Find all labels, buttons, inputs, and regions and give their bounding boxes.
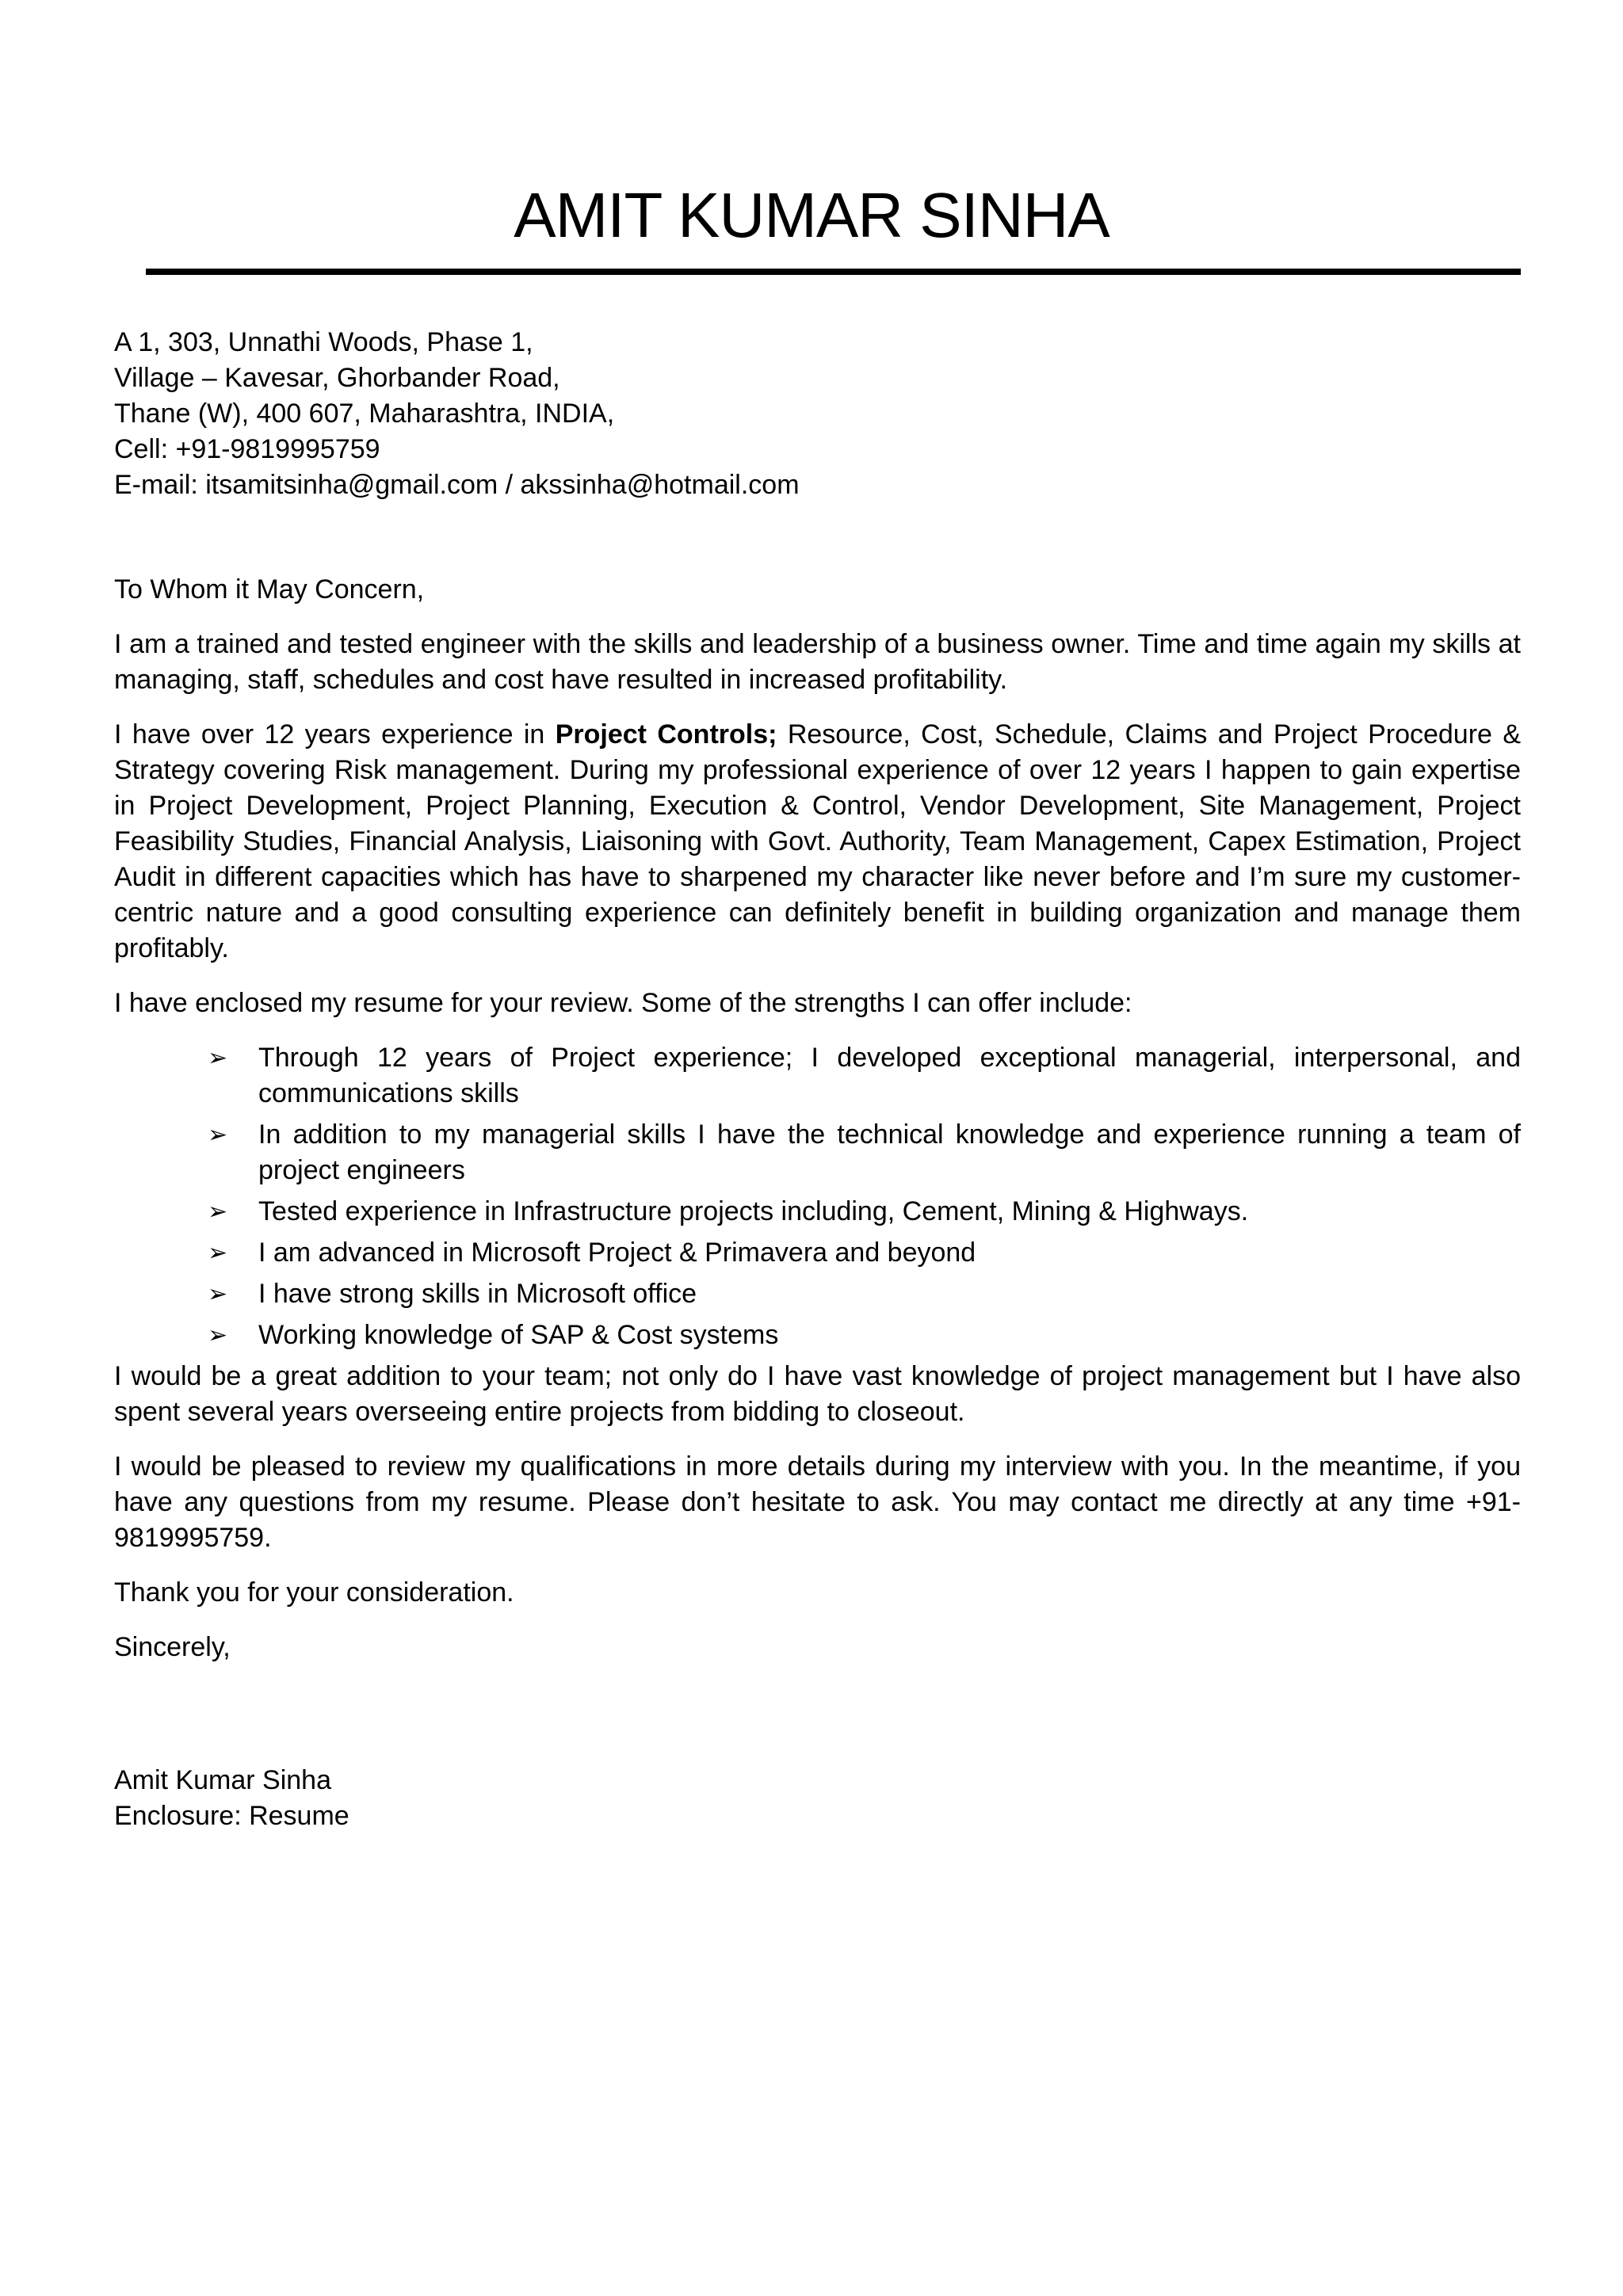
list-item xyxy=(208,1235,1521,1271)
signature-block xyxy=(114,1763,1521,1834)
arrow-bullet-icon: ➢ xyxy=(208,1281,228,1307)
signature-name: Amit Kumar Sinha xyxy=(114,1765,331,1795)
paragraph-experience xyxy=(114,717,1521,967)
list-item-text: Tested experience in Infrastructure projects including, Cement, Mining & Highways. xyxy=(258,1196,1249,1226)
list-item-text: Through 12 years of Project experience; I developed exceptional managerial, interpersonal, and communications skills xyxy=(258,1043,1521,1108)
title-divider xyxy=(146,269,1521,275)
paragraph-strengths-intro: I have enclosed my resume for your review. Some of the strengths I can offer include: xyxy=(114,988,1132,1018)
list-item xyxy=(208,1276,1521,1312)
enclosure-note: Enclosure: Resume xyxy=(114,1801,349,1831)
email-addresses: E-mail: itsamitsinha@gmail.com / akssinha@hotmail.com xyxy=(114,470,800,500)
cell-number: Cell: +91-9819995759 xyxy=(114,434,380,464)
experience-prefix: I have over 12 years experience in xyxy=(114,719,556,749)
salutation: To Whom it May Concern, xyxy=(114,574,425,605)
list-item-text: Working knowledge of SAP & Cost systems xyxy=(258,1320,779,1350)
list-item xyxy=(208,1040,1521,1112)
address-block xyxy=(114,325,1521,503)
page-title: AMIT KUMAR SINHA xyxy=(514,180,1109,250)
list-item-text: I have strong skills in Microsoft office xyxy=(258,1279,697,1309)
experience-rest: Resource, Cost, Schedule, Claims and Project Procedure & Strategy covering Risk management. During my professional experience of over 12 years I happen to gain expertise in Project Development, Project Planning, Execution & Control, Vendor Development, Site Management, Project Feasibility Studies, Financial Analysis, Liaisoning with Govt. Authority, Team Management, Capex Estimation, Project Audit in different capacities which has have to sharpened my character like never before and I’m sure my customer-centric nature and a good consulting experience can definitely benefit in building organization and manage them profitably. xyxy=(114,719,1521,963)
address-line-3: Thane (W), 400 607, Maharashtra, INDIA, xyxy=(114,399,615,429)
arrow-bullet-icon: ➢ xyxy=(208,1045,228,1071)
list-item-text: In addition to my managerial skills I have the technical knowledge and experience running a team of project engineers xyxy=(258,1119,1521,1185)
paragraph-intro: I am a trained and tested engineer with the skills and leadership of a business owner. Time and time again my skills at managing, staff, schedules and cost have resulted in increased profitability. xyxy=(114,629,1521,695)
arrow-bullet-icon: ➢ xyxy=(208,1322,228,1348)
experience-bold-highlight: Project Controls; xyxy=(555,719,777,749)
list-item xyxy=(208,1318,1521,1353)
list-item-text: I am advanced in Microsoft Project & Primavera and beyond xyxy=(258,1238,976,1268)
paragraph-contact: I would be pleased to review my qualifications in more details during my interview with you. In the meantime, if you have any questions from my resume. Please don’t hesitate to ask. You may contact me directly at any time +91-9819995759. xyxy=(114,1451,1521,1553)
closing-line: Sincerely, xyxy=(114,1632,231,1662)
paragraph-team-addition: I would be a great addition to your team; not only do I have vast knowledge of project management but I have also spent several years overseeing entire projects from bidding to closeout. xyxy=(114,1361,1521,1427)
arrow-bullet-icon: ➢ xyxy=(208,1240,228,1266)
address-line-1: A 1, 303, Unnathi Woods, Phase 1, xyxy=(114,327,533,357)
list-item xyxy=(208,1117,1521,1188)
arrow-bullet-icon: ➢ xyxy=(208,1122,228,1148)
letter-body xyxy=(114,325,1521,1834)
address-line-2: Village – Kavesar, Ghorbander Road, xyxy=(114,363,560,393)
list-item xyxy=(208,1194,1521,1230)
strengths-list xyxy=(114,1040,1521,1353)
thanks-line: Thank you for your consideration. xyxy=(114,1577,514,1608)
arrow-bullet-icon: ➢ xyxy=(208,1199,228,1225)
